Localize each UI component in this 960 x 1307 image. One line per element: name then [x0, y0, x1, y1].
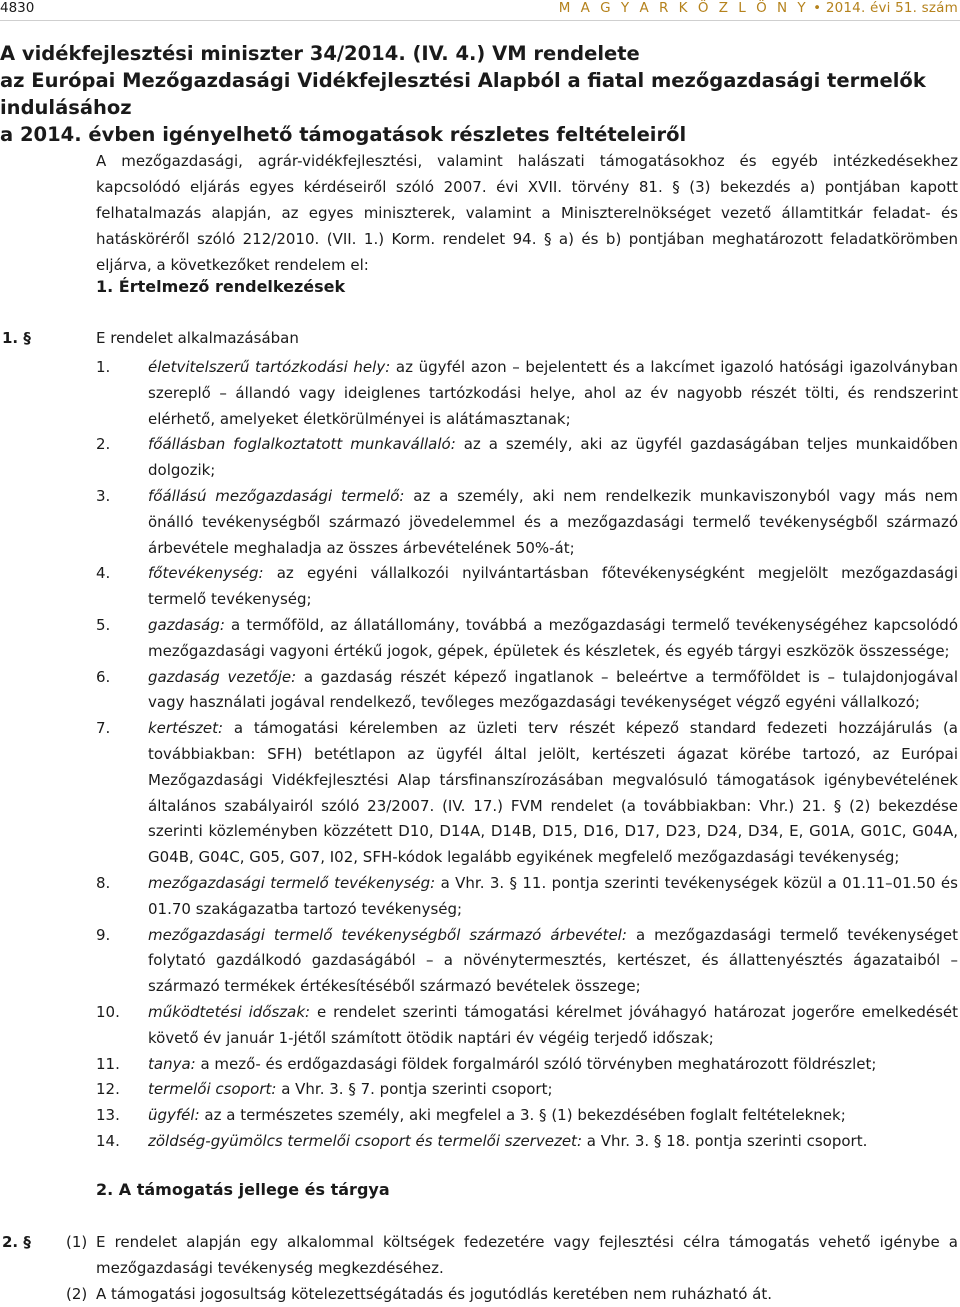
- definition-number: 7.: [96, 719, 111, 738]
- definition-text: az a természetes személy, aki megfelel a 3. § (1) bekezdésében foglalt feltételeknek;: [199, 1106, 846, 1125]
- definition-text: az ügyfél azon – bejelentett és a lakcímet igazoló hatósági igazolványban szereplő – állandó vagy ideiglenes tartózkodási helye, ahol az év nagyobb részét tölti, és rendszerint elérhető, amelyeket életkörülményei is alátámasztanak;: [148, 358, 958, 428]
- definition-text: a Vhr. 3. § 11. pontja szerinti tevékenységek közül a 01.11–01.50 és 01.70 szakágazatba tartozó tevékenység;: [148, 873, 958, 918]
- definition-term: életvitelszerű tartózkodási hely:: [148, 358, 391, 376]
- definition-term: mezőgazdasági termelő tevékenységből származó árbevétel:: [148, 925, 627, 944]
- decree-title-line-2: az Európai Mezőgazdasági Vidékfejlesztési Alapból a fiatal mezőgazdasági termelők indulásához: [0, 69, 926, 119]
- definition-text: a termőföld, az állatállomány, továbbá a mezőgazdasági termelő tevékenységéhez kapcsolódó mezőgazdasági vagyoni értékű jogok, gépek, épületek és készletek, és egyéb tárgyi eszközök összessége;: [148, 615, 958, 660]
- definition-number: 1.: [96, 358, 111, 376]
- definition-item: [0, 1052, 960, 1078]
- section-1-title: 1. Értelmező rendelkezések: [96, 277, 346, 296]
- paragraph-1-number: 1. §: [2, 329, 31, 347]
- definition-term: főállású mezőgazdasági termelő:: [148, 486, 405, 505]
- definition-term: főállásban foglalkoztatott munkavállaló:: [148, 435, 456, 454]
- subsection-item: [0, 1282, 960, 1307]
- subsection-text: E rendelet alapján egy alkalommal költségek fedezetére vagy fejlesztési célra támogatás vehető igénybe a mezőgazdasági tevékenység megkezdéséhez.: [96, 1233, 958, 1277]
- definition-term: zöldség-gyümölcs termelői csoport és termelői szervezet:: [148, 1131, 582, 1150]
- definition-term: kertészet:: [148, 719, 224, 738]
- publication-info: [559, 0, 958, 16]
- definition-item: [0, 665, 960, 717]
- definition-item: [0, 1077, 960, 1103]
- definition-term: ügyfél:: [148, 1106, 200, 1125]
- definition-number: 4.: [96, 564, 111, 583]
- definition-number: 13.: [96, 1106, 120, 1125]
- definition-item: [0, 1000, 960, 1052]
- definition-item: [0, 484, 960, 561]
- definition-item: [0, 355, 960, 432]
- definition-term: gazdaság:: [148, 615, 225, 634]
- subsection-number: (2): [66, 1284, 88, 1303]
- paragraph-2-number: 2. §: [2, 1233, 31, 1251]
- header-bullet: •: [813, 0, 822, 16]
- definition-term: gazdaság vezetője:: [148, 667, 297, 686]
- definition-number: 14.: [96, 1131, 120, 1150]
- definition-item: [0, 613, 960, 665]
- definition-term: mezőgazdasági termelő tevékenység:: [148, 873, 436, 892]
- definition-number: 11.: [96, 1054, 120, 1073]
- definition-text: a Vhr. 3. § 7. pontja szerinti csoport;: [276, 1080, 553, 1099]
- subsection-text: A támogatási jogosultság kötelezettségátadás és jogutódlás keretében nem ruházható át.: [96, 1284, 772, 1303]
- running-header: [0, 0, 960, 20]
- definition-term: tanya:: [148, 1054, 196, 1073]
- header-rule: [0, 20, 960, 21]
- page-number: 4830: [0, 0, 35, 16]
- definition-term: termelői csoport:: [148, 1080, 277, 1099]
- definition-text: az egyéni vállalkozói nyilvántartásban főtevékenységként megjelölt mezőgazdasági termelő tevékenység;: [148, 564, 958, 609]
- definition-text: az a személy, aki nem rendelkezik munkaviszonyból vagy más nem önálló tevékenységből származó jövedelemmel és a mezőgazdasági termelő tevékenységből származó árbevétele meghaladja az összes árbevételének 50%-át;: [148, 486, 958, 557]
- definition-term: működtetési időszak:: [148, 1002, 311, 1021]
- subsection-number: (1): [66, 1233, 88, 1251]
- definition-number: 12.: [96, 1080, 120, 1099]
- definition-text: a támogatási kérelemben az üzleti terv részét képező standard fedezeti hozzájárulás (a továbbiakban: SFH) betétlapon az ügyfél által jelölt, kertészeti ágazat körébe tartozó, az Európai Mezőgazdasági Vidékfejlesztési Alap társfinanszírozásában megvalósuló támogatások igénybevételének általános szabályairól szóló 23/2007. (IV. 17.) FVM rendelet (a továbbiakban: Vhr.) 21. § (2) bekezdése szerinti közleményben közzétett D10, D14A, D14B, D15, D16, D17, D23, D24, D34, E, G01A, G01C, G04A, G04B, G04C, G05, G07, I02, SFH-kódok legalább egyikének megfelelő mezőgazdasági tevékenység;: [148, 719, 958, 867]
- decree-title: [0, 40, 940, 148]
- definition-term: főtevékenység:: [148, 564, 264, 583]
- definition-item: [0, 716, 960, 871]
- subsection-item: [0, 1230, 960, 1282]
- definition-number: 8.: [96, 873, 111, 892]
- decree-title-line-3: a 2014. évben igényelhető támogatások részletes feltételeiről: [0, 123, 687, 146]
- definition-text: a mező- és erdőgazdasági földek forgalmáról szóló törvényben meghatározott földrészlet;: [195, 1054, 877, 1073]
- definition-number: 5.: [96, 615, 111, 634]
- definition-text: az a személy, aki az ügyfél gazdaságában teljes munkaidőben dolgozik;: [148, 435, 958, 480]
- definition-number: 10.: [96, 1002, 120, 1021]
- definition-item: [0, 561, 960, 613]
- definition-text: a gazdaság részét képező ingatlanok – beleértve a termőföldet is – tulajdonjogával vagy használati jogával rendelkező, tevőleges mezőgazdasági tevékenységet végző egyéni vállalkozó;: [148, 667, 959, 712]
- paragraph-1-intro: E rendelet alkalmazásában: [96, 329, 299, 347]
- definition-number: 9.: [96, 925, 111, 944]
- definitions-list: [0, 355, 960, 1155]
- section-2-title: 2. A támogatás jellege és tárgya: [96, 1180, 390, 1199]
- definition-item: [0, 1103, 960, 1129]
- publication-name: M A G Y A R K Ö Z L Ö N Y: [558, 0, 809, 16]
- decree-title-line-1: A vidékfejlesztési miniszter 34/2014. (IV. 4.) VM rendelete: [0, 42, 640, 65]
- definition-item: [0, 432, 960, 484]
- issue-info: 2014. évi 51. szám: [825, 0, 958, 16]
- definition-text: a mezőgazdasági termelő tevékenységet folytató gazdálkodó gazdaságából – a növénytermesztés, kertészet, és állattenyésztés ágazataiból – származó termékek értékesítéséből származó bevételek összege;: [148, 925, 958, 996]
- definition-item: [0, 923, 960, 1000]
- subsection-list: [0, 1230, 960, 1307]
- preamble: A mezőgazdasági, agrár-vidékfejlesztési, valamint halászati támogatásokhoz és egyéb intézkedésekhez kapcsolódó eljárás egyes kérdéseiről szóló 2007. évi XVII. törvény 81. § (3) bekezdés a) pontjában kapott felhatalmazás alapján, az egyes miniszterek, valamint a Miniszterelnökséget vezető államtitkár feladat- és hatásköréről szóló 212/2010. (VII. 1.) Korm. rendelet 94. § a) és b) pontjában meghatározott feladatkörömben eljárva, a következőket rendelem el:: [96, 152, 958, 274]
- definition-number: 6.: [96, 667, 111, 686]
- definition-text: a Vhr. 3. § 18. pontja szerinti csoport.: [582, 1131, 868, 1150]
- definition-item: [0, 871, 960, 923]
- definition-item: [0, 1129, 960, 1155]
- definition-number: 3.: [96, 486, 111, 505]
- definition-number: 2.: [96, 435, 111, 454]
- definition-text: e rendelet szerinti támogatási kérelmet jóváhagyó határozat jogerőre emelkedését követő év január 1-jétől számított ötödik naptári év végéig terjedő időszak;: [148, 1002, 958, 1047]
